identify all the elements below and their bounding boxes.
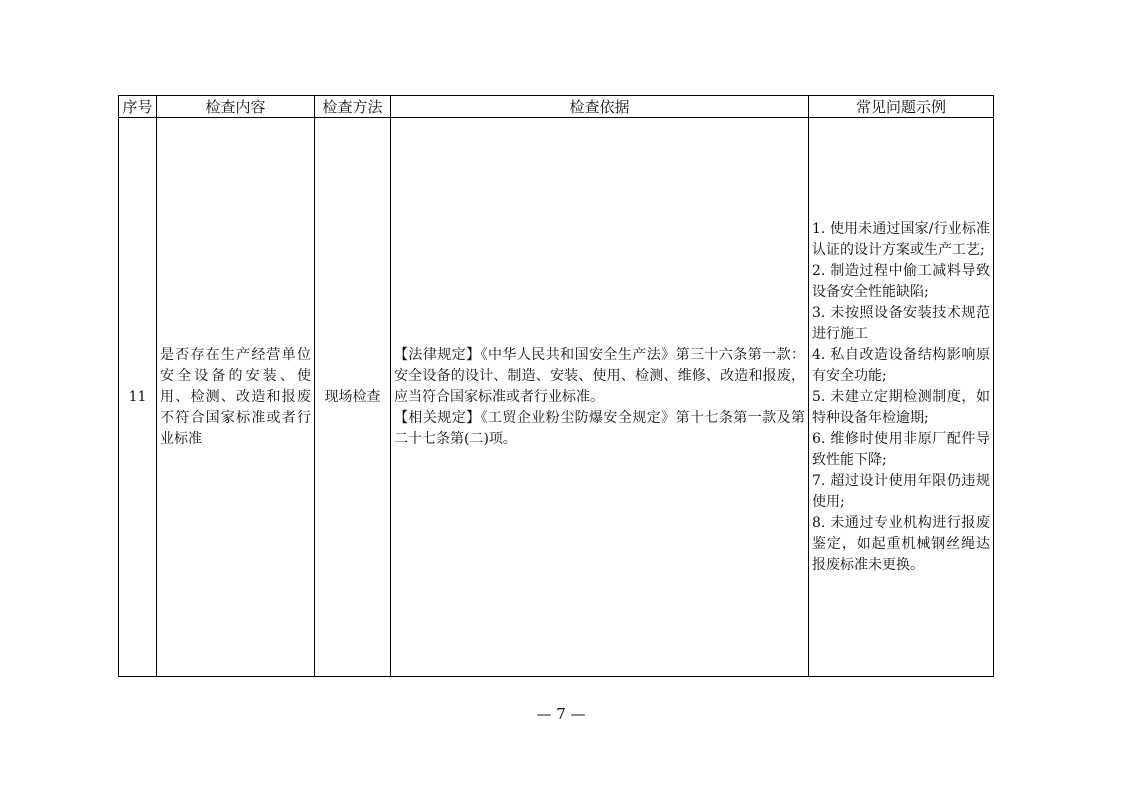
basis-regulation-paragraph: 【相关规定】《工贸企业粉尘防爆安全规定》第十七条第一款及第二十七条第(二)项。 — [394, 409, 805, 447]
header-issues: 常见问题示例 — [809, 96, 994, 118]
row-number: 11 — [119, 118, 157, 677]
table-header-row — [119, 96, 994, 118]
list-item: 2. 制造过程中偷工减料导致设备安全性能缺陷; — [812, 262, 990, 300]
header-no: 序号 — [119, 96, 157, 118]
basis-law-paragraph: 【法律规定】《中华人民共和国安全生产法》第三十六条第一款：安全设备的设计、制造、安装、使用、检测、维修、改造和报废，应当符合国家标准或者行业标准。 — [394, 346, 805, 405]
page-number: — 7 — — [536, 705, 586, 723]
header-basis: 检查依据 — [391, 96, 809, 118]
list-item: 7. 超过设计使用年限仍违规使用; — [812, 472, 990, 510]
inspection-table — [118, 95, 994, 677]
list-item: 5. 未建立定期检测制度，如特种设备年检逾期; — [812, 388, 990, 426]
row-common-issues — [809, 118, 994, 677]
issues-list — [812, 219, 990, 576]
row-inspection-basis — [391, 118, 809, 677]
list-item: 6. 维修时使用非原厂配件导致性能下降; — [812, 430, 990, 468]
list-item: 8. 未通过专业机构进行报废鉴定，如起重机械钢丝绳达报废标准未更换。 — [812, 514, 990, 573]
row-inspection-content: 是否存在生产经营单位安全设备的安装、使用、检测、改造和报废不符合国家标准或者行业标准 — [157, 118, 315, 677]
list-item: 1. 使用未通过国家/行业标准认证的设计方案或生产工艺; — [812, 220, 990, 258]
header-content: 检查内容 — [157, 96, 315, 118]
table-row — [119, 118, 994, 677]
list-item: 4. 私自改造设备结构影响原有安全功能; — [812, 346, 990, 384]
list-item: 3. 未按照设备安装技术规范进行施工 — [812, 304, 990, 342]
row-inspection-method: 现场检查 — [315, 118, 391, 677]
header-method: 检查方法 — [315, 96, 391, 118]
